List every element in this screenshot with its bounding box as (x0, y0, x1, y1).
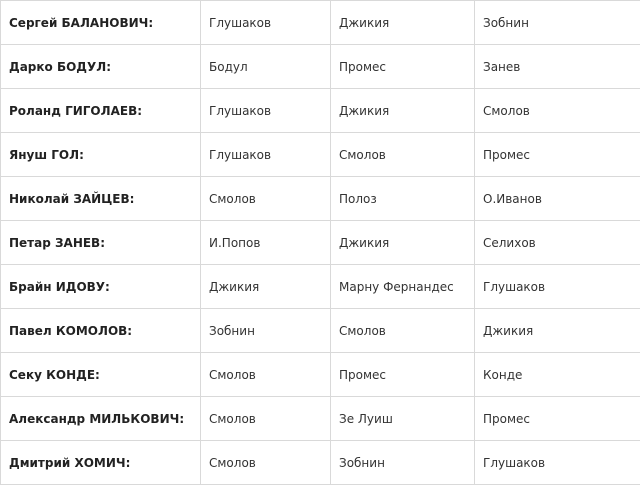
player-name: Александр МИЛЬКОВИЧ: (1, 397, 201, 441)
table-row (1, 221, 640, 265)
pick-3: Джикия (475, 309, 640, 353)
pick-1: Зобнин (201, 309, 331, 353)
pick-1: Глушаков (201, 133, 331, 177)
pick-2: Джикия (331, 89, 475, 133)
pick-3: Селихов (475, 221, 640, 265)
pick-1: Смолов (201, 397, 331, 441)
table-row (1, 441, 640, 485)
player-name: Петар ЗАНЕВ: (1, 221, 201, 265)
pick-3: Промес (475, 133, 640, 177)
player-name: Сергей БАЛАНОВИЧ: (1, 1, 201, 45)
table-row (1, 309, 640, 353)
player-name: Дмитрий ХОМИЧ: (1, 441, 201, 485)
pick-1: Смолов (201, 441, 331, 485)
pick-2: Зобнин (331, 441, 475, 485)
table-row (1, 177, 640, 221)
player-name: Николай ЗАЙЦЕВ: (1, 177, 201, 221)
pick-1: Смолов (201, 353, 331, 397)
pick-1: Глушаков (201, 1, 331, 45)
pick-2: Промес (331, 45, 475, 89)
player-name: Брайн ИДОВУ: (1, 265, 201, 309)
player-name: Павел КОМОЛОВ: (1, 309, 201, 353)
pick-3: Занев (475, 45, 640, 89)
table-row (1, 1, 640, 45)
pick-1: Смолов (201, 177, 331, 221)
pick-2: Смолов (331, 133, 475, 177)
pick-1: И.Попов (201, 221, 331, 265)
pick-2: Зе Луиш (331, 397, 475, 441)
table-row (1, 45, 640, 89)
pick-2: Смолов (331, 309, 475, 353)
pick-1: Глушаков (201, 89, 331, 133)
pick-2: Промес (331, 353, 475, 397)
pick-3: Зобнин (475, 1, 640, 45)
player-name: Дарко БОДУЛ: (1, 45, 201, 89)
player-name: Роланд ГИГОЛАЕВ: (1, 89, 201, 133)
table-row (1, 265, 640, 309)
pick-2: Марну Фернандес (331, 265, 475, 309)
pick-1: Бодул (201, 45, 331, 89)
pick-3: Конде (475, 353, 640, 397)
player-name: Секу КОНДЕ: (1, 353, 201, 397)
table-row (1, 89, 640, 133)
pick-3: Промес (475, 397, 640, 441)
pick-3: О.Иванов (475, 177, 640, 221)
pick-2: Джикия (331, 1, 475, 45)
table-row (1, 133, 640, 177)
pick-3: Смолов (475, 89, 640, 133)
player-name: Януш ГОЛ: (1, 133, 201, 177)
pick-1: Джикия (201, 265, 331, 309)
table-row (1, 397, 640, 441)
pick-3: Глушаков (475, 441, 640, 485)
pick-2: Полоз (331, 177, 475, 221)
pick-2: Джикия (331, 221, 475, 265)
table-row (1, 353, 640, 397)
pick-3: Глушаков (475, 265, 640, 309)
